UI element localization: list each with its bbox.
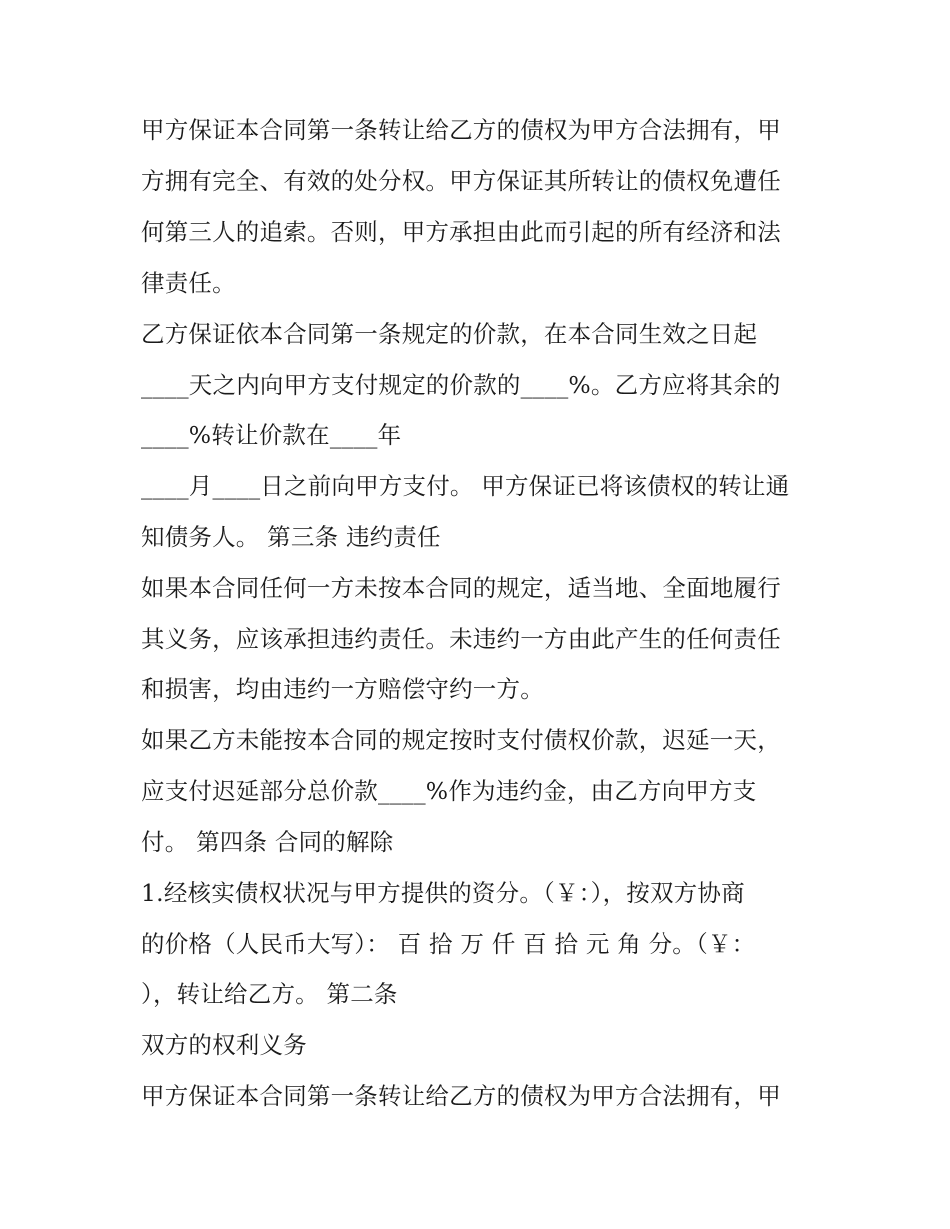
text-line: 如果本合同任何一方未按本合同的规定，适当地、全面地履行 xyxy=(141,574,781,602)
text-line: 应支付迟延部分总价款____%作为违约金，由乙方向甲方支 xyxy=(141,777,757,805)
text-line: 乙方保证依本合同第一条规定的价款，在本合同生效之日起 xyxy=(141,320,758,348)
text-line: ____月____日之前向甲方支付。 甲方保证已将该债权的转让通 xyxy=(141,472,790,500)
text-line: ），转让给乙方。 第二条 xyxy=(141,980,398,1008)
text-line: ____天之内向甲方支付规定的价款的____%。乙方应将其余的 xyxy=(141,371,781,399)
text-line: 双方的权利义务 xyxy=(141,1031,307,1059)
text-line: 方拥有完全、有效的处分权。甲方保证其所转让的债权免遭任 xyxy=(141,167,781,195)
text-line: 何第三人的追索。否则，甲方承担由此而引起的所有经济和法 xyxy=(141,218,781,246)
text-line: 的价格（人民币大写）： 百 拾 万 仟 百 拾 元 角 分。（￥： xyxy=(141,930,756,958)
text-line: 如果乙方未能按本合同的规定按时支付债权价款，迟延一天， xyxy=(141,726,781,754)
text-line: 甲方保证本合同第一条转让给乙方的债权为甲方合法拥有，甲 xyxy=(141,116,781,144)
text-line: 律责任。 xyxy=(141,269,236,297)
text-line: 付。 第四条 合同的解除 xyxy=(141,828,394,856)
text-line: 和损害，均由违约一方赔偿守约一方。 xyxy=(141,675,544,703)
text-line: 1.经核实债权状况与甲方提供的资分。（￥：），按双方协商 xyxy=(141,879,745,907)
text-line: 甲方保证本合同第一条转让给乙方的债权为甲方合法拥有，甲 xyxy=(141,1082,781,1110)
text-line: ____%转让价款在____年 xyxy=(141,421,402,449)
text-line: 其义务，应该承担违约责任。未违约一方由此产生的任何责任 xyxy=(141,625,781,653)
text-line: 知债务人。 第三条 违约责任 xyxy=(141,523,441,551)
